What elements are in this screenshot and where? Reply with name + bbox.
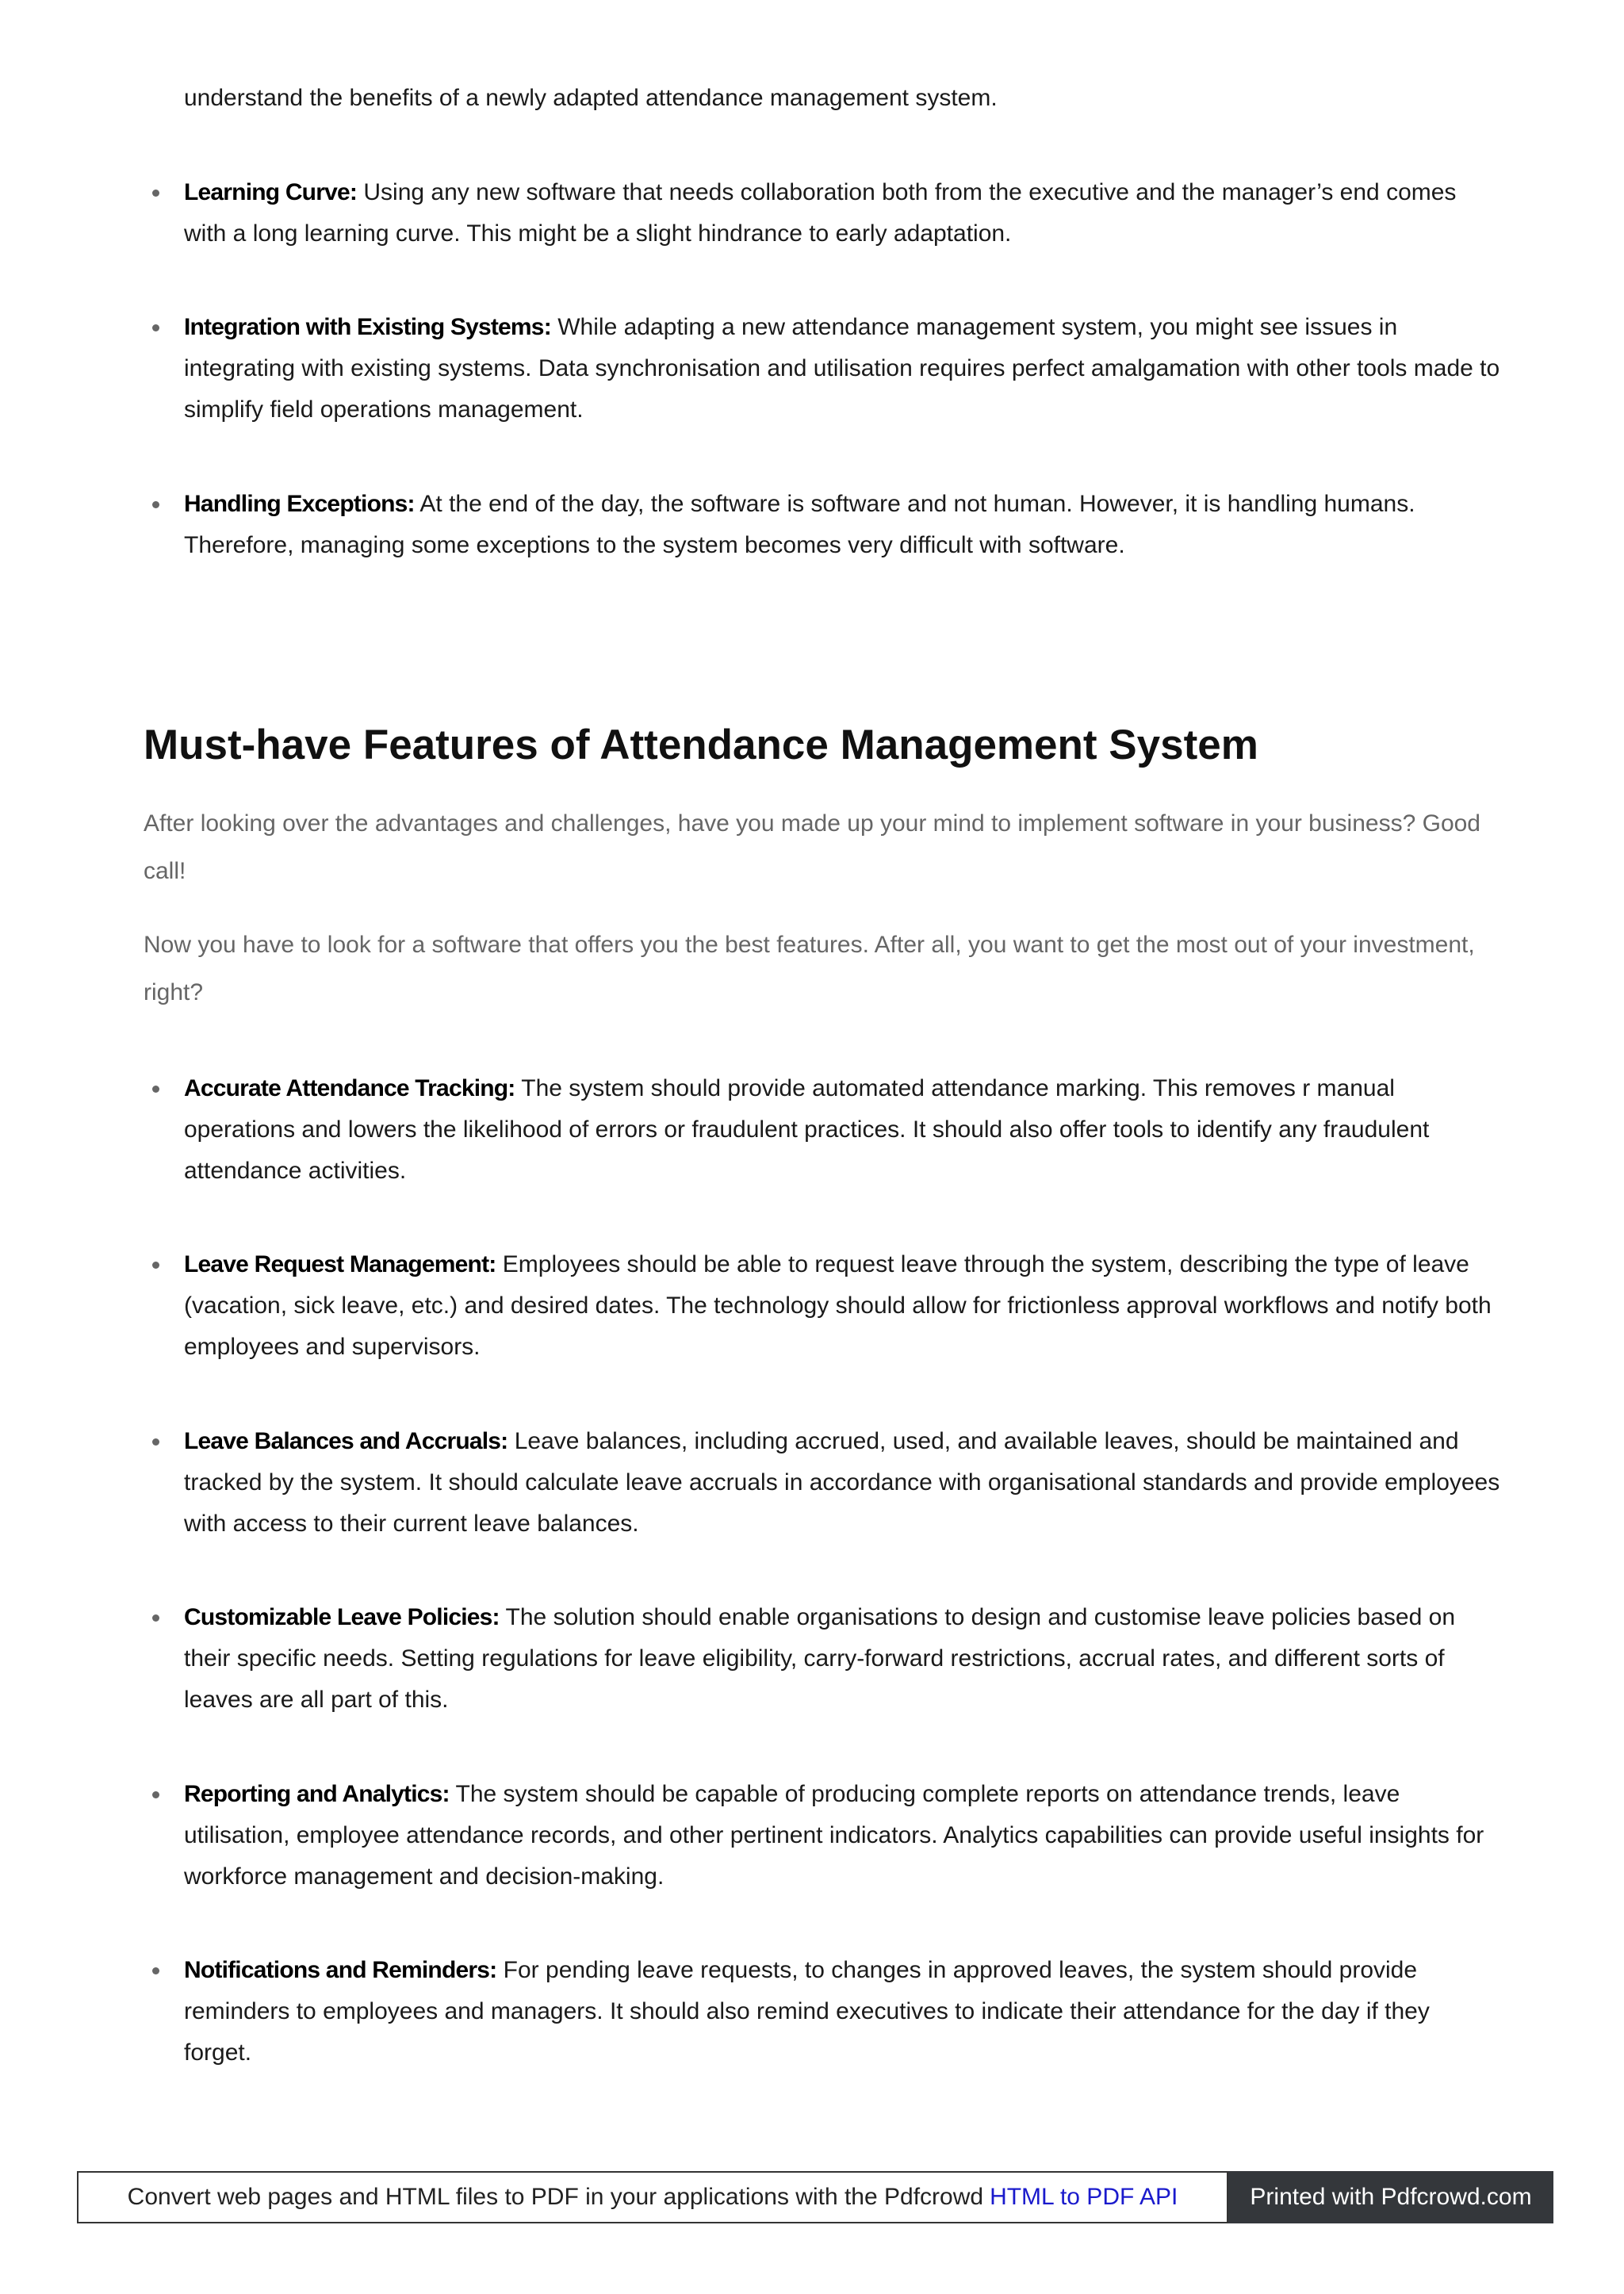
list-item-text: The system should provide automated attendance marking. This removes r manual operations and lowers the likelihood of errors or fraudulent practices. It should also offer tools to identify any fraudulent attendance activities. bbox=[184, 1075, 1430, 1184]
list-item-text: Leave balances, including accrued, used, and available leaves, should be maintained and tracked by the system. It should calculate leave accruals in accordance with organisational standards and provide employees with access to their current leave balances. bbox=[184, 1428, 1500, 1537]
list-item-term: Integration with Existing Systems: bbox=[184, 314, 551, 340]
list-item bbox=[184, 307, 1500, 431]
printed-with-text: Printed with Pdfcrowd.com bbox=[1250, 2184, 1532, 2210]
list-item bbox=[184, 1421, 1500, 1545]
bullet-icon bbox=[152, 1438, 159, 1446]
footer-convert-text: Convert web pages and HTML files to PDF in your applications with the Pdfcrowd bbox=[127, 2184, 984, 2210]
list-item bbox=[184, 1774, 1500, 1898]
section-paragraph: After looking over the advantages and challenges, have you made up your mind to implement software in your business? Good call! bbox=[144, 810, 1480, 884]
list-item-text: At the end of the day, the software is software and not human. However, it is handling humans. Therefore, managing some exceptions to the system becomes very difficult with software. bbox=[184, 491, 1415, 558]
html-to-pdf-api-link[interactable]: HTML to PDF API bbox=[990, 2184, 1178, 2210]
list-item-text: Using any new software that needs collaboration both from the executive and the manager’s end comes with a long learning curve. This might be a slight hindrance to early adaptation. bbox=[184, 179, 1457, 247]
list-item bbox=[184, 1950, 1500, 2074]
section-heading: Must-have Features of Attendance Management System bbox=[144, 722, 1258, 768]
section-paragraph: Now you have to look for a software that offers you the best features. After all, you want to get the most out of your investment, right? bbox=[144, 932, 1475, 1005]
list-item bbox=[184, 172, 1500, 255]
list-item-text: The solution should enable organisations to design and customise leave policies based on their specific needs. Setting regulations for leave eligibility, carry-forward restrictions, accrual rates, and different sorts of leaves are all part of this. bbox=[184, 1604, 1455, 1713]
bullet-icon bbox=[152, 1614, 159, 1622]
intro-continuation-text: understand the benefits of a newly adapted attendance management system. bbox=[184, 85, 998, 111]
list-item bbox=[184, 1068, 1500, 1192]
bullet-icon bbox=[152, 1791, 159, 1798]
list-item-term: Notifications and Reminders: bbox=[184, 1957, 497, 1983]
list-item bbox=[184, 1244, 1500, 1368]
bullet-icon bbox=[152, 190, 159, 197]
list-item-text: The system should be capable of producing complete reports on attendance trends, leave utilisation, employee attendance records, and other pertinent indicators. Analytics capabilities can provide useful insights for workforce management and decision-making. bbox=[184, 1781, 1484, 1890]
bullet-icon bbox=[152, 1967, 159, 1974]
list-item-term: Handling Exceptions: bbox=[184, 491, 415, 517]
list-item-term: Leave Balances and Accruals: bbox=[184, 1428, 508, 1454]
list-item bbox=[184, 484, 1500, 566]
footer-convert-banner bbox=[77, 2171, 1228, 2223]
pdfcrowd-footer bbox=[77, 2171, 1553, 2223]
list-item-term: Reporting and Analytics: bbox=[184, 1781, 450, 1807]
bullet-icon bbox=[152, 501, 159, 508]
list-item-text: For pending leave requests, to changes in approved leaves, the system should provide reminders to employees and managers. It should also remind executives to indicate their attendance for the day if they forget. bbox=[184, 1957, 1430, 2066]
list-item-text: Employees should be able to request leave through the system, describing the type of leave (vacation, sick leave, etc.) and desired dates. The technology should allow for frictionless approval workflows and notify both employees and supervisors. bbox=[184, 1251, 1492, 1360]
bullet-icon bbox=[152, 1262, 159, 1269]
bullet-icon bbox=[152, 324, 159, 331]
list-item-term: Leave Request Management: bbox=[184, 1251, 496, 1277]
list-item-text: While adapting a new attendance management system, you might see issues in integrating with existing systems. Data synchronisation and utilisation requires perfect amalgamation with other tools made to simplify field operations management. bbox=[184, 314, 1500, 423]
list-item bbox=[184, 1597, 1500, 1721]
list-item-term: Learning Curve: bbox=[184, 179, 358, 205]
bullet-icon bbox=[152, 1086, 159, 1093]
list-item-term: Customizable Leave Policies: bbox=[184, 1604, 500, 1630]
list-item-term: Accurate Attendance Tracking: bbox=[184, 1075, 515, 1101]
printed-with-badge[interactable] bbox=[1228, 2171, 1553, 2223]
